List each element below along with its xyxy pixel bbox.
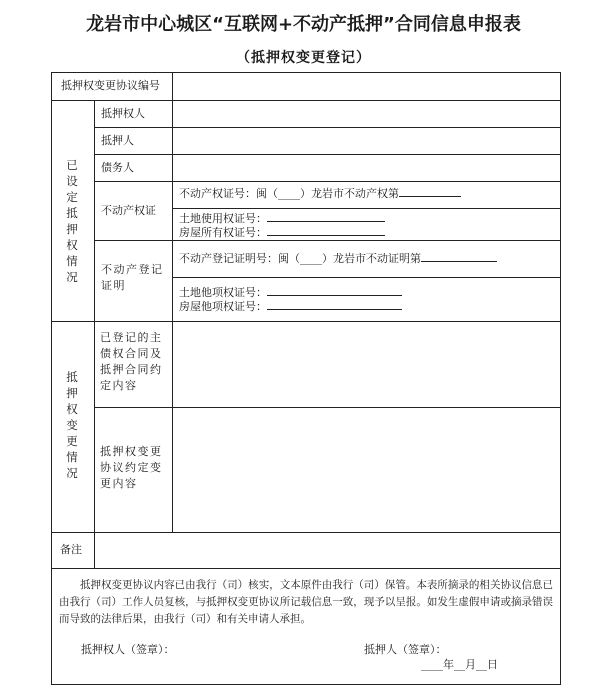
col-divider: [94, 100, 95, 532]
declaration-form: [51, 72, 561, 685]
reg-proof-label: 不动产登记证明: [101, 263, 164, 292]
remarks-label: 备注: [60, 543, 82, 556]
page-subtitle: （抵押权变更登记）: [236, 50, 371, 66]
property-cert-text: 不动产权证号：闽（____）龙岩市不动产权第: [179, 187, 399, 200]
change-section-label: 抵押权变更情况: [66, 370, 78, 480]
row-divider: [51, 321, 561, 322]
property-cert-field[interactable]: [179, 186, 461, 202]
table-border-bottom: [51, 684, 561, 685]
col-divider: [172, 72, 173, 532]
land-other-text: 土地他项权证号：: [179, 286, 267, 299]
fill-blank: [267, 285, 402, 296]
house-own-text: 房屋所有权证号：: [179, 226, 267, 239]
page-title: 龙岩市中心城区“互联网+不动产抵押”合同信息申报表: [86, 14, 521, 35]
mortgagee-signature: 抵押权人（签章）：: [81, 643, 175, 656]
table-border-right: [560, 72, 561, 685]
table-border-left: [51, 72, 52, 685]
mortgagor-label: 抵押人: [101, 134, 134, 147]
reg-proof-field[interactable]: [179, 251, 497, 267]
house-other-field[interactable]: [179, 299, 402, 315]
land-use-text: 土地使用权证号：: [179, 212, 267, 225]
property-cert-label: 不动产权证: [101, 204, 156, 217]
fill-blank: [421, 251, 497, 262]
table-border-top: [51, 72, 561, 73]
fill-blank: [267, 211, 385, 222]
row-divider: [51, 568, 561, 569]
fill-blank: [267, 225, 385, 236]
row-divider: [51, 532, 561, 533]
row-divider: [94, 127, 561, 128]
mortgagor-signature: 抵押人（签章）：: [364, 643, 447, 656]
change-agreement-label: 抵押权变更协议约定变更内容: [100, 445, 163, 490]
mortgagee-label: 抵押权人: [101, 107, 145, 120]
row-divider: [94, 154, 561, 155]
debtor-label: 债务人: [101, 161, 134, 174]
house-other-text: 房屋他项权证号：: [179, 300, 267, 313]
row-divider: [51, 100, 561, 101]
fill-blank: [267, 299, 402, 310]
established-section-label: 已设定抵押权情况: [66, 158, 78, 284]
row-divider: [172, 277, 561, 278]
agreement-no-label: 抵押权变更协议编号: [61, 79, 160, 92]
fill-blank: [399, 186, 461, 197]
registered-contract-label: 已登记的主债权合同及抵押合同约定内容: [100, 331, 163, 392]
row-divider: [172, 208, 561, 209]
house-own-field[interactable]: [179, 225, 385, 241]
date-line: ____年__月__日: [421, 658, 498, 671]
declaration-text: 抵押权变更协议内容已由我行（司）核实，文本原件由我行（司）保管。本表所摘录的相关协议信息已由我行（司）工作人员复核，与抵押权变更协议所记载信息一致，现予以呈报。如发生虚假申请或摘录错误而导致的法律后果，由我行（司）和有关申请人承担。: [59, 579, 553, 625]
row-divider: [94, 181, 561, 182]
col-divider: [94, 532, 95, 568]
reg-proof-text: 不动产登记证明号：闽（____）龙岩市不动证明第: [179, 252, 421, 265]
row-divider: [94, 407, 561, 408]
